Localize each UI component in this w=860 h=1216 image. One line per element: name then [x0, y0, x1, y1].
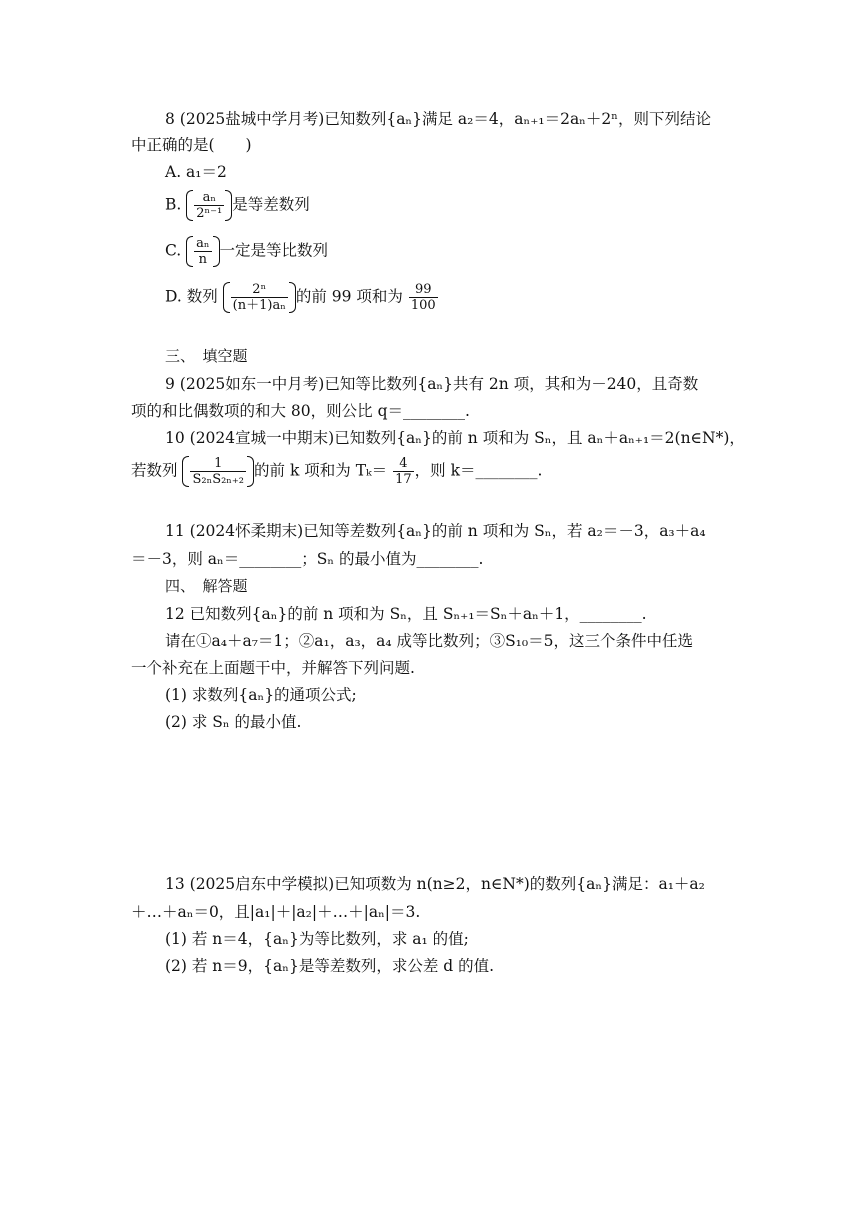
option-c-tail: 一定是等比数列 [219, 241, 329, 260]
option-b-label: B. [165, 195, 182, 214]
q12-part2: (2) 求 Sₙ 的最小值. [165, 713, 302, 731]
q10-sum-denominator: 17 [395, 472, 412, 487]
option-d-sum-numerator: 99 [409, 282, 438, 298]
q13-part1: (1) 若 n＝4，{aₙ}为等比数列，求 a₁ 的值; [165, 930, 469, 948]
q8-option-a: A. a₁＝2 [165, 163, 227, 181]
option-d-sum-denominator: 100 [410, 298, 436, 313]
q10-line1: 10 (2024宣城一中期末)已知数列{aₙ}的前 n 项和为 Sₙ，且 aₙ＋aₙ₊₁＝2(n∈N*)， [165, 429, 745, 447]
q8-option-d [165, 282, 439, 332]
q12-line1: 12 已知数列{aₙ}的前 n 项和为 Sₙ，且 Sₙ₊₁＝Sₙ＋aₙ＋1，________. [165, 605, 647, 623]
q13-line2: ＋…＋aₙ＝0，且|a₁|＋|a₂|＋…＋|aₙ|＝3. [131, 903, 421, 921]
q11-line2: ＝－3，则 aₙ＝________；Sₙ 的最小值为________. [131, 550, 484, 568]
option-b-denominator: 2ⁿ⁻¹ [196, 206, 223, 221]
q8-option-c [165, 236, 328, 272]
option-c-label: C. [165, 241, 182, 260]
q10-braced-fraction [182, 456, 254, 487]
q9-line1: 9 (2025如东一中月考)已知等比数列{aₙ}共有 2n 项，其和为－240，且奇数 [165, 375, 699, 393]
q13-part2: (2) 若 n＝9，{aₙ}是等差数列，求公差 d 的值. [165, 957, 495, 975]
option-c-numerator: aₙ [196, 236, 210, 251]
q10-numerator: 1 [190, 456, 246, 472]
q12-part1: (1) 求数列{aₙ}的通项公式; [165, 686, 357, 704]
option-c-braced-fraction [186, 236, 219, 267]
q8-option-b [165, 190, 310, 226]
q10-denominator: S₂ₙS₂ₙ₊₂ [192, 472, 245, 487]
section-fill-in-heading: 三、 填空题 [165, 347, 248, 365]
option-b-tail: 是等差数列 [232, 195, 310, 214]
q12-line2: 请在①a₄＋a₇＝1；②a₁，a₃，a₄ 成等比数列；③S₁₀＝5，这三个条件中任选 [165, 632, 693, 650]
q10-sum-fraction [393, 456, 414, 487]
q9-line2: 项的和比偶数项的和大 80，则公比 q＝________. [131, 402, 470, 420]
option-d-label: D. 数列 [165, 287, 218, 306]
q10-tail: ，则 k＝________. [414, 461, 543, 480]
option-d-braced-fraction [223, 282, 296, 313]
q8-line2: 中正确的是( ) [131, 136, 252, 154]
q12-line3: 一个补充在上面题干中，并解答下列问题. [131, 659, 415, 677]
option-d-sum-fraction [409, 282, 438, 313]
option-b-braced-fraction [186, 190, 232, 221]
option-d-mid: 的前 99 项和为 [295, 287, 403, 306]
option-b-numerator: aₙ [194, 190, 224, 206]
option-d-numerator: 2ⁿ [231, 282, 288, 298]
q10-prefix: 若数列 [131, 461, 178, 480]
q10-line2 [131, 456, 542, 506]
q13-line1: 13 (2025启东中学模拟)已知项数为 n(n≥2，n∈N*)的数列{aₙ}满足：a₁＋a₂ [165, 875, 705, 893]
q11-line1: 11 (2024怀柔期末)已知等差数列{aₙ}的前 n 项和为 Sₙ，若 a₂＝－3，a₃＋a₄ [165, 522, 706, 540]
option-c-denominator: n [198, 252, 208, 267]
q10-mid: 的前 k 项和为 Tₖ＝ [254, 461, 388, 480]
section-answer-heading: 四、 解答题 [165, 577, 248, 595]
q8-line1: 8 (2025盐城中学月考)已知数列{aₙ}满足 a₂＝4，aₙ₊₁＝2aₙ＋2ⁿ，则下列结论 [165, 110, 711, 128]
q10-sum-numerator: 4 [393, 456, 414, 472]
option-d-denominator: (n＋1)aₙ [232, 298, 286, 313]
